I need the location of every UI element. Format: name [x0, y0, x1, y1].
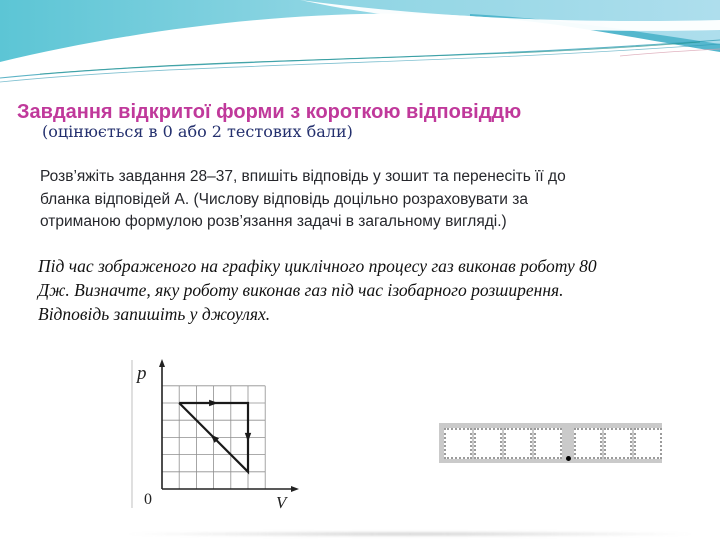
- answer-box: [504, 428, 532, 459]
- slide-title: Завдання відкритої форми з короткою відповіддю: [17, 101, 522, 124]
- answer-grid: [439, 423, 662, 463]
- origin-label: 0: [144, 491, 152, 508]
- answer-box: [574, 428, 602, 459]
- problem-line: Відповідь запишіть у джоулях.: [38, 304, 271, 324]
- problem-line: Під час зображеного на графіку циклічного процесу газ виконав роботу 80: [38, 256, 597, 276]
- slide-bottom-shadow: [120, 531, 700, 537]
- pv-diagram: [128, 358, 306, 512]
- header-wave-decoration: [0, 0, 720, 88]
- v-axis-label: V: [276, 493, 287, 512]
- pv-cycle: [179, 400, 251, 472]
- instructions-line: отриманою формулою розв’язання задачі в загальному вигляді.): [40, 213, 507, 230]
- instructions-line: бланка відповідей А. (Числову відповідь доцільно розраховувати за: [40, 190, 528, 208]
- answer-box: [634, 428, 662, 459]
- v-axis-arrow-icon: [291, 486, 299, 492]
- answer-box: [444, 428, 472, 459]
- slide-subtitle: (оцінюється в 0 або 2 тестових бали): [42, 122, 353, 141]
- p-axis-label: p: [137, 363, 147, 384]
- answer-box: [534, 428, 562, 459]
- problem-paragraph: [38, 254, 597, 326]
- decimal-point: [563, 423, 573, 463]
- instructions-paragraph: [40, 166, 566, 234]
- decimal-point-dot: [566, 456, 571, 461]
- problem-line: Дж. Визначте, яку роботу виконав газ під час ізобарного розширення.: [38, 280, 564, 300]
- answer-box: [474, 428, 502, 459]
- p-axis-arrow-icon: [159, 359, 165, 367]
- instructions-line: Розв’яжіть завдання 28–37, впишіть відповідь у зошит та перенесіть її до: [40, 168, 566, 185]
- answer-box: [604, 428, 632, 459]
